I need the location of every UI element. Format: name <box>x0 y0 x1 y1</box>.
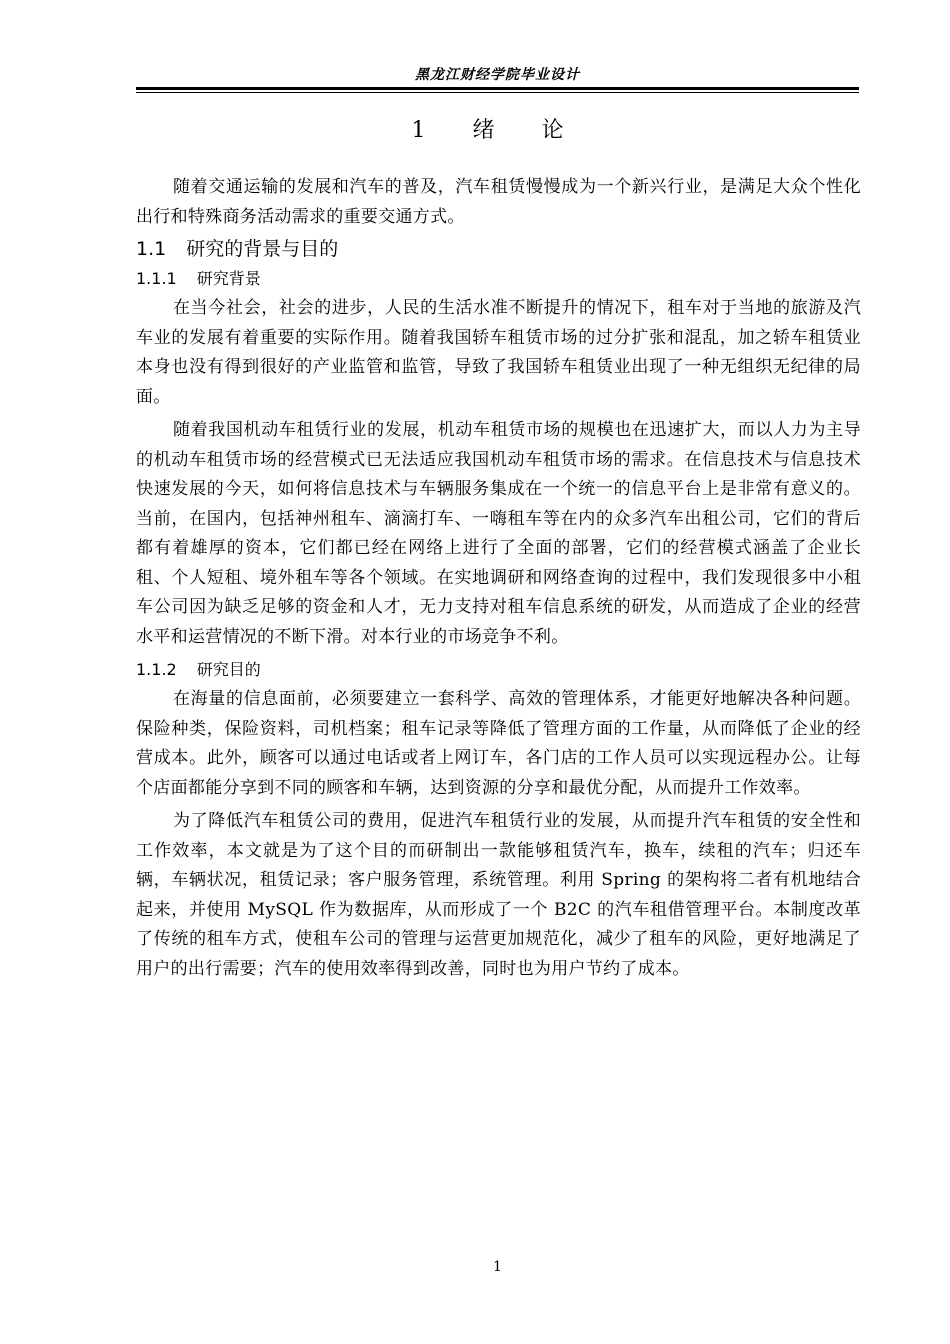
subsection-heading-1-1-1 <box>136 265 861 292</box>
paragraph: 在海量的信息面前，必须要建立一套科学、高效的管理体系，才能更好地解决各种问题。保险种类，保险资料，司机档案；租车记录等降低了管理方面的工作量，从而降低了企业的经营成本。此外，顾客可以通过电话或者上网订车，各门店的工作人员可以实现远程办公。让每个店面都能分享到不同的顾客和车辆，达到资源的分享和最优分配，从而提升工作效率。 <box>136 689 861 798</box>
chapter-title-text: 绪 论 <box>472 118 584 143</box>
subsection-number: 1.1.2 <box>136 660 177 679</box>
chapter-number: 1 <box>411 118 446 143</box>
intro-paragraph: 随着交通运输的发展和汽车的普及，汽车租赁慢慢成为一个新兴行业，是满足大众个性化出行和特殊商务活动需求的重要交通方式。 <box>136 177 861 227</box>
subsection-title: 研究目的 <box>196 660 261 679</box>
section-number: 1.1 <box>136 238 167 260</box>
paragraph: 随着我国机动车租赁行业的发展，机动车租赁市场的规模也在迅速扩大，而以人力为主导的机动车租赁市场的经营模式已无法适应我国机动车租赁市场的需求。在信息技术与信息技术快速发展的今天，如何将信息技术与车辆服务集成在一个统一的信息平台上是非常有意义的。当前，在国内，包括神州租车、滴滴打车、一嗨租车等在内的众多汽车出租公司，它们的背后都有着雄厚的资本，它们都已经在网络上进行了全面的部署，它们的经营模式涵盖了企业长租、个人短租、境外租车等各个领域。在实地调研和网络查询的过程中，我们发现很多中小租车公司因为缺乏足够的资金和人才，无力支持对租车信息系统的研发，从而造成了企业的经营水平和运营情况的不断下滑。对本行业的市场竞争不利。 <box>136 420 861 647</box>
header-rule-thick <box>136 87 859 90</box>
running-header: 黑龙江财经学院毕业设计 <box>415 67 580 83</box>
body-content <box>136 173 861 984</box>
page-number: 1 <box>493 1259 502 1275</box>
paragraph: 为了降低汽车租赁公司的费用，促进汽车租赁行业的发展，从而提升汽车租赁的安全性和工作效率，本文就是为了这个目的而研制出一款能够租赁汽车，换车，续租的汽车；归还车辆，车辆状况，租赁记录；客户服务管理，系统管理。利用 Spring 的架构将二者有机地结合起来，并使用 MySQL 作为数据库，从而形成了一个 B2C 的汽车租借管理平台。本制度改革了传统的租车方式，使租车公司的管理与运营更加规范化，减少了租车的风险，更好地满足了用户的出行需要；汽车的使用效率得到改善，同时也为用户节约了成本。 <box>136 811 861 979</box>
header-rule-thin <box>136 92 859 93</box>
paragraph: 在当今社会，社会的进步，人民的生活水准不断提升的情况下，租车对于当地的旅游及汽车业的发展有着重要的实际作用。随着我国轿车租赁市场的过分扩张和混乱，加之轿车租赁业本身也没有得到很好的产业监管和监管，导致了我国轿车租赁业出现了一种无组织无纪律的局面。 <box>136 298 861 407</box>
section-title: 研究的背景与目的 <box>186 238 339 260</box>
section-heading-1-1 <box>136 234 861 264</box>
subsection-title: 研究背景 <box>196 269 261 288</box>
subsection-number: 1.1.1 <box>136 269 177 288</box>
chapter-title <box>136 116 859 146</box>
subsection-heading-1-1-2 <box>136 656 861 683</box>
